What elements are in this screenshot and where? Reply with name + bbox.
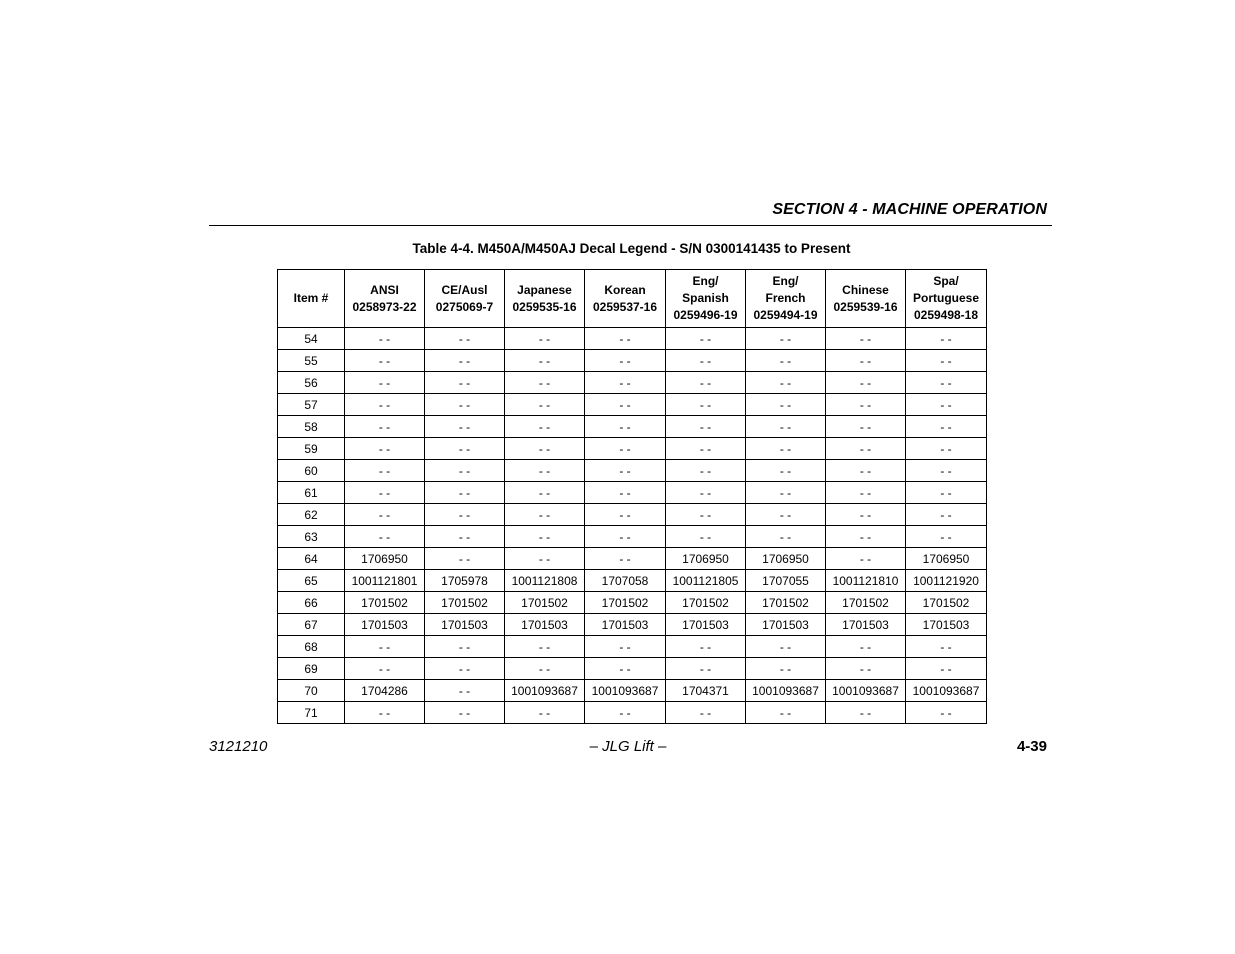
decal-part-cell: - - [746, 416, 826, 438]
decal-part-cell: 1706950 [746, 548, 826, 570]
decal-part-cell: 1001121920 [906, 570, 987, 592]
item-number-cell: 61 [278, 482, 345, 504]
column-header [666, 270, 746, 328]
decal-part-cell: - - [666, 416, 746, 438]
decal-part-cell: 1701502 [906, 592, 987, 614]
decal-part-cell: - - [425, 482, 505, 504]
column-header [425, 270, 505, 328]
decal-part-cell: - - [505, 350, 585, 372]
decal-part-cell: - - [425, 438, 505, 460]
decal-part-cell: 1701503 [666, 614, 746, 636]
item-number-cell: 67 [278, 614, 345, 636]
table-row [278, 372, 987, 394]
decal-part-cell: - - [505, 372, 585, 394]
decal-part-cell: - - [585, 658, 666, 680]
decal-part-cell: 1001093687 [906, 680, 987, 702]
decal-part-cell: - - [585, 482, 666, 504]
table-row [278, 394, 987, 416]
decal-part-cell: 1701502 [585, 592, 666, 614]
decal-part-cell: - - [425, 460, 505, 482]
decal-part-cell: - - [666, 328, 746, 350]
table-row [278, 438, 987, 460]
item-number-cell: 60 [278, 460, 345, 482]
column-header [585, 270, 666, 328]
decal-part-cell: - - [906, 636, 987, 658]
decal-part-cell: - - [826, 372, 906, 394]
item-number-cell: 68 [278, 636, 345, 658]
decal-part-cell: - - [906, 416, 987, 438]
decal-part-cell: - - [746, 504, 826, 526]
decal-part-cell: - - [585, 372, 666, 394]
decal-part-cell: - - [666, 526, 746, 548]
item-number-cell: 59 [278, 438, 345, 460]
decal-part-cell: - - [505, 548, 585, 570]
decal-part-cell: - - [345, 372, 425, 394]
column-header-line: Eng/ [772, 274, 799, 288]
decal-part-cell: - - [906, 658, 987, 680]
decal-part-cell: - - [585, 438, 666, 460]
decal-part-cell: - - [505, 504, 585, 526]
decal-part-cell: 1701502 [345, 592, 425, 614]
decal-part-cell: - - [746, 702, 826, 724]
column-header-line: 0259496-19 [673, 308, 738, 322]
decal-part-cell: 1701502 [746, 592, 826, 614]
decal-part-cell: - - [505, 526, 585, 548]
decal-part-cell: - - [826, 504, 906, 526]
decal-part-cell: - - [345, 350, 425, 372]
document-number: 3121210 [209, 738, 268, 755]
decal-part-cell: - - [826, 460, 906, 482]
column-header-line: 0259537-16 [592, 299, 658, 314]
decal-part-cell: - - [666, 350, 746, 372]
decal-part-cell: 1706950 [345, 548, 425, 570]
table-row [278, 350, 987, 372]
decal-part-cell: - - [746, 658, 826, 680]
column-header-line: 0275069-7 [435, 299, 494, 314]
decal-part-cell: - - [345, 460, 425, 482]
decal-part-cell: - - [585, 394, 666, 416]
decal-part-cell: 1001093687 [746, 680, 826, 702]
decal-part-cell: - - [425, 372, 505, 394]
decal-part-cell: 1704286 [345, 680, 425, 702]
table-row [278, 548, 987, 570]
decal-part-cell: 1001121801 [345, 570, 425, 592]
decal-part-cell: 1701502 [425, 592, 505, 614]
item-number-cell: 55 [278, 350, 345, 372]
item-number-cell: 65 [278, 570, 345, 592]
page-number: 4-39 [1016, 738, 1047, 755]
decal-part-cell: 1706950 [906, 548, 987, 570]
section-header: SECTION 4 - MACHINE OPERATION [772, 201, 1047, 218]
column-header-line: 0259498-18 [913, 308, 979, 322]
decal-part-cell: - - [826, 328, 906, 350]
decal-part-cell: - - [425, 504, 505, 526]
item-number-cell: 71 [278, 702, 345, 724]
decal-part-cell: - - [425, 350, 505, 372]
decal-part-cell: - - [345, 328, 425, 350]
table-row [278, 416, 987, 438]
decal-part-cell: 1001093687 [826, 680, 906, 702]
brand-footer: – JLG Lift – [589, 738, 667, 755]
column-header-line: CE/Ausl [441, 282, 488, 297]
decal-part-cell: - - [666, 636, 746, 658]
column-header-line: 0258973-22 [352, 299, 417, 314]
column-header-line: 0259494-19 [753, 308, 818, 322]
decal-part-cell: - - [746, 350, 826, 372]
decal-part-cell: - - [826, 438, 906, 460]
decal-part-cell: - - [425, 328, 505, 350]
decal-part-cell: 1701503 [425, 614, 505, 636]
decal-part-cell: 1707058 [585, 570, 666, 592]
decal-part-cell: - - [826, 702, 906, 724]
decal-part-cell: 1001121805 [666, 570, 746, 592]
table-row [278, 526, 987, 548]
decal-part-cell: - - [585, 460, 666, 482]
decal-part-cell: - - [906, 526, 987, 548]
decal-part-cell: - - [826, 658, 906, 680]
table-row [278, 680, 987, 702]
decal-part-cell: 1701502 [826, 592, 906, 614]
decal-part-cell: - - [505, 702, 585, 724]
decal-part-cell: 1704371 [666, 680, 746, 702]
item-number-cell: 56 [278, 372, 345, 394]
decal-part-cell: 1701503 [746, 614, 826, 636]
decal-part-cell: - - [345, 702, 425, 724]
decal-part-cell: - - [746, 460, 826, 482]
item-number-cell: 70 [278, 680, 345, 702]
decal-part-cell: - - [826, 636, 906, 658]
decal-part-cell: - - [826, 416, 906, 438]
decal-part-cell: 1705978 [425, 570, 505, 592]
column-header-line: Japanese [517, 282, 572, 297]
column-header-line: Spanish [682, 291, 729, 305]
decal-part-cell: - - [505, 636, 585, 658]
decal-part-cell: - - [345, 526, 425, 548]
decal-part-cell: - - [345, 482, 425, 504]
decal-part-cell: - - [666, 438, 746, 460]
item-number-cell: 57 [278, 394, 345, 416]
table-body [278, 328, 987, 724]
table-row [278, 482, 987, 504]
column-header-line: 0259535-16 [512, 299, 577, 314]
decal-part-cell: 1001121810 [826, 570, 906, 592]
column-header-line: Spa/ [933, 274, 959, 288]
decal-part-cell: - - [746, 636, 826, 658]
decal-part-cell: 1707055 [746, 570, 826, 592]
table-row [278, 570, 987, 592]
item-number-cell: 66 [278, 592, 345, 614]
decal-part-cell: - - [505, 658, 585, 680]
item-number-cell: 64 [278, 548, 345, 570]
item-number-cell: 62 [278, 504, 345, 526]
column-header-line: Portuguese [912, 291, 979, 305]
decal-part-cell: - - [425, 658, 505, 680]
decal-part-cell: - - [906, 394, 987, 416]
decal-part-cell: - - [585, 504, 666, 526]
column-header-line: Item # [293, 291, 329, 305]
column-header [345, 270, 425, 328]
decal-part-cell: - - [666, 482, 746, 504]
item-number-cell: 69 [278, 658, 345, 680]
column-header [505, 270, 585, 328]
decal-part-cell: - - [345, 416, 425, 438]
header-rule [209, 225, 1052, 226]
decal-part-cell: - - [666, 658, 746, 680]
decal-part-cell: - - [505, 416, 585, 438]
table-row [278, 504, 987, 526]
column-header [278, 270, 345, 328]
table-row [278, 658, 987, 680]
decal-part-cell: - - [425, 636, 505, 658]
table-row [278, 328, 987, 350]
decal-part-cell: - - [345, 504, 425, 526]
decal-part-cell: - - [746, 526, 826, 548]
decal-part-cell: - - [425, 394, 505, 416]
decal-part-cell: - - [906, 328, 987, 350]
decal-part-cell: 1701503 [345, 614, 425, 636]
table-row [278, 702, 987, 724]
decal-part-cell: - - [906, 372, 987, 394]
decal-part-cell: 1701502 [666, 592, 746, 614]
decal-part-cell: 1701503 [826, 614, 906, 636]
decal-part-cell: - - [505, 438, 585, 460]
table-title: Table 4-4. M450A/M450AJ Decal Legend - S/N 0300141435 to Present [412, 241, 851, 256]
decal-part-cell: - - [585, 526, 666, 548]
decal-part-cell: 1701503 [906, 614, 987, 636]
column-header-line: ANSI [370, 282, 399, 297]
decal-part-cell: - - [585, 548, 666, 570]
table-row [278, 592, 987, 614]
decal-part-cell: 1001093687 [585, 680, 666, 702]
decal-part-cell: - - [746, 328, 826, 350]
decal-part-cell: - - [666, 372, 746, 394]
decal-part-cell: - - [585, 416, 666, 438]
decal-part-cell: 1706950 [666, 548, 746, 570]
decal-part-cell: - - [826, 350, 906, 372]
decal-part-cell: 1701502 [505, 592, 585, 614]
decal-part-cell: - - [826, 548, 906, 570]
decal-part-cell: - - [666, 460, 746, 482]
decal-part-cell: - - [906, 504, 987, 526]
decal-part-cell: - - [425, 526, 505, 548]
decal-part-cell: - - [906, 702, 987, 724]
column-header-line: 0259539-16 [833, 299, 898, 314]
decal-part-cell: - - [666, 394, 746, 416]
column-header [906, 270, 987, 328]
decal-part-cell: - - [906, 438, 987, 460]
decal-part-cell: - - [425, 548, 505, 570]
column-header-line: Eng/ [692, 274, 719, 288]
decal-part-cell: - - [906, 350, 987, 372]
decal-part-cell: - - [906, 482, 987, 504]
decal-part-cell: - - [826, 526, 906, 548]
item-number-cell: 54 [278, 328, 345, 350]
decal-part-cell: - - [906, 460, 987, 482]
decal-part-cell: - - [345, 658, 425, 680]
column-header-line: Korean [604, 282, 646, 297]
decal-part-cell: - - [585, 328, 666, 350]
decal-part-cell: - - [666, 702, 746, 724]
decal-part-cell: - - [505, 328, 585, 350]
column-header-line: French [765, 291, 806, 305]
decal-part-cell: - - [345, 636, 425, 658]
column-header [826, 270, 906, 328]
column-header-line: Chinese [842, 282, 889, 297]
decal-part-cell: - - [505, 460, 585, 482]
decal-part-cell: - - [746, 438, 826, 460]
table-row [278, 636, 987, 658]
decal-part-cell: - - [826, 394, 906, 416]
table-row [278, 614, 987, 636]
decal-part-cell: - - [666, 504, 746, 526]
column-header [746, 270, 826, 328]
decal-part-cell: - - [826, 482, 906, 504]
decal-part-cell: 1701503 [585, 614, 666, 636]
decal-part-cell: - - [746, 482, 826, 504]
decal-part-cell: 1001121808 [505, 570, 585, 592]
decal-part-cell: - - [345, 438, 425, 460]
decal-part-cell: - - [505, 394, 585, 416]
decal-part-cell: 1701503 [505, 614, 585, 636]
decal-part-cell: - - [425, 416, 505, 438]
decal-part-cell: - - [746, 372, 826, 394]
decal-part-cell: - - [585, 350, 666, 372]
decal-part-cell: - - [505, 482, 585, 504]
decal-legend-table [277, 269, 987, 724]
item-number-cell: 58 [278, 416, 345, 438]
decal-part-cell: - - [425, 702, 505, 724]
table-header-row [278, 270, 987, 328]
decal-part-cell: - - [345, 394, 425, 416]
decal-part-cell: - - [585, 636, 666, 658]
item-number-cell: 63 [278, 526, 345, 548]
decal-part-cell: - - [585, 702, 666, 724]
decal-part-cell: - - [425, 680, 505, 702]
decal-part-cell: - - [746, 394, 826, 416]
table-row [278, 460, 987, 482]
decal-part-cell: 1001093687 [505, 680, 585, 702]
